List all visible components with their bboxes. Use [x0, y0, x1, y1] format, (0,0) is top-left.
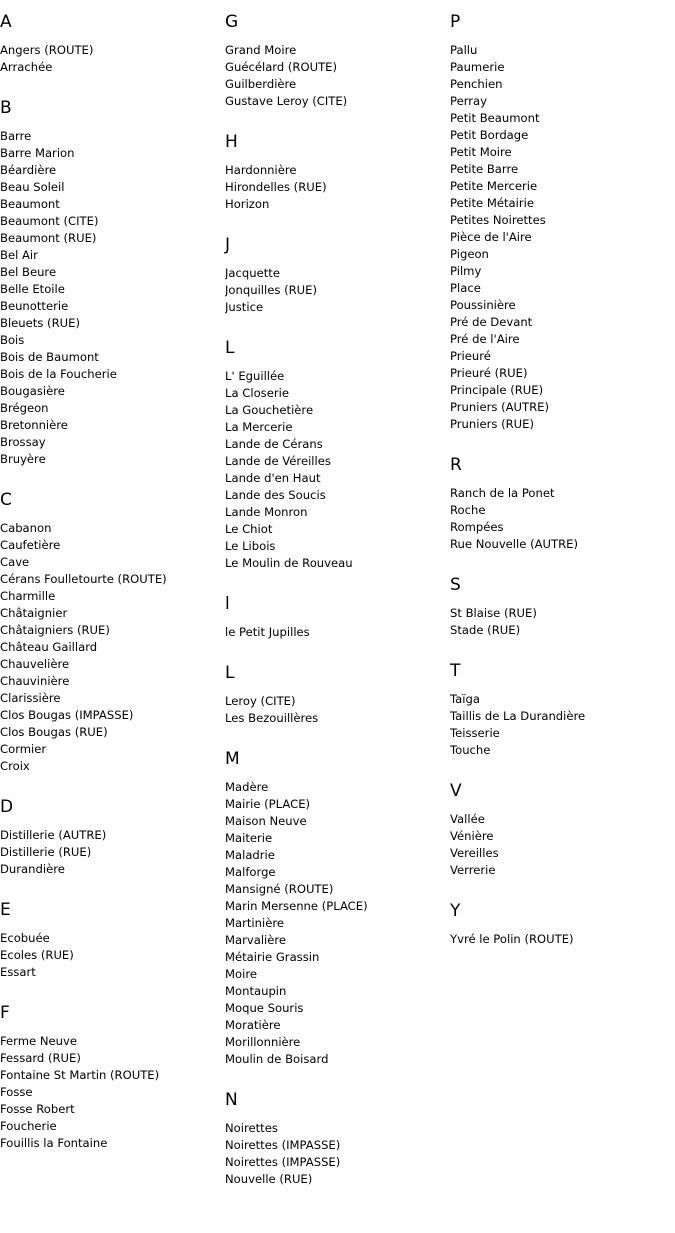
street-name: Clos Bougas (IMPASSE) — [0, 708, 134, 722]
street-name: Teisserie — [450, 726, 500, 740]
street-list — [450, 811, 675, 879]
street-name: Madère — [225, 780, 269, 794]
street-name: Lande de Véreilles — [225, 454, 331, 468]
street-name: Hirondelles (RUE) — [225, 180, 327, 194]
street-list — [225, 624, 450, 641]
street-name: Petite Mercerie — [450, 179, 538, 193]
street-name: Vallée — [450, 812, 485, 826]
street-name: Rompées — [450, 520, 504, 534]
column-2 — [225, 0, 450, 1210]
street-name: Brégeon — [0, 401, 49, 415]
street-name: Noirettes (IMPASSE) — [225, 1138, 341, 1152]
street-name: Roche — [450, 503, 486, 517]
street-name: Yvré le Polin (ROUTE) — [450, 932, 574, 946]
section-letter-heading: N — [225, 1090, 238, 1110]
street-name: Penchien — [450, 77, 503, 91]
letter-section — [225, 338, 450, 572]
section-letter-heading: M — [225, 749, 240, 769]
street-name: Guécélard (ROUTE) — [225, 60, 338, 74]
street-name: Bois de la Foucherie — [0, 367, 117, 381]
street-name: Touche — [450, 743, 491, 757]
street-name: Pruniers (AUTRE) — [450, 400, 550, 414]
street-name: Ecobuée — [0, 931, 50, 945]
street-name: Fontaine St Martin (ROUTE) — [0, 1068, 160, 1082]
street-name: Pièce de l'Aire — [450, 230, 532, 244]
street-list — [225, 162, 450, 213]
street-name: Vénière — [450, 829, 494, 843]
street-name: Bretonnière — [0, 418, 68, 432]
street-name: Maladrie — [225, 848, 275, 862]
letter-section — [225, 235, 450, 316]
street-name: Jacquette — [225, 266, 280, 280]
street-list — [450, 605, 675, 639]
letter-section — [0, 490, 225, 775]
column-1 — [0, 0, 225, 1174]
section-letter-heading: l — [225, 594, 230, 614]
street-name: Clarissière — [0, 691, 61, 705]
street-list — [225, 1120, 450, 1188]
street-name: Fosse Robert — [0, 1102, 75, 1116]
street-name: Foucherie — [0, 1119, 57, 1133]
letter-section — [225, 12, 450, 110]
street-name: L' Eguillée — [225, 369, 285, 383]
street-name: Cormier — [0, 742, 47, 756]
street-name: La Mercerie — [225, 420, 293, 434]
letter-section — [0, 1003, 225, 1152]
section-letter-heading: V — [450, 781, 462, 801]
street-name: Fosse — [0, 1085, 33, 1099]
street-name: Distillerie (RUE) — [0, 845, 92, 859]
street-name: St Blaise (RUE) — [450, 606, 537, 620]
street-name: Bois de Baumont — [0, 350, 99, 364]
street-name: Nouvelle (RUE) — [225, 1172, 313, 1186]
street-name: Rue Nouvelle (AUTRE) — [450, 537, 578, 551]
section-letter-heading: S — [450, 575, 461, 595]
street-name: Bruyère — [0, 452, 46, 466]
street-name: Arrachée — [0, 60, 53, 74]
street-name: Prieuré (RUE) — [450, 366, 528, 380]
street-name: Taïga — [450, 692, 480, 706]
column-3 — [450, 0, 675, 970]
street-name: Petit Bordage — [450, 128, 529, 142]
street-name: Châtaigniers (RUE) — [0, 623, 110, 637]
street-name: Beaumont (RUE) — [0, 231, 97, 245]
section-letter-heading: R — [450, 455, 462, 475]
street-name: Mairie (PLACE) — [225, 797, 311, 811]
street-name: Châtaignier — [0, 606, 68, 620]
letter-section — [225, 1090, 450, 1188]
street-name: Guilberdière — [225, 77, 297, 91]
street-name: Le Moulin de Rouveau — [225, 556, 353, 570]
street-name: Barre Marion — [0, 146, 75, 160]
letter-section — [450, 12, 675, 433]
street-name: Moulin de Boisard — [225, 1052, 329, 1066]
letter-section — [0, 900, 225, 981]
letter-section — [450, 901, 675, 948]
street-name: Vereilles — [450, 846, 499, 860]
street-name: Moire — [225, 967, 257, 981]
section-letter-heading: D — [0, 797, 14, 817]
street-name: Bel Beure — [0, 265, 57, 279]
street-name: Lande de Cérans — [225, 437, 323, 451]
street-name: Beaumont — [0, 197, 60, 211]
street-name: Clos Bougas (RUE) — [0, 725, 108, 739]
street-name: Angers (ROUTE) — [0, 43, 94, 57]
street-name: Pré de Devant — [450, 315, 533, 329]
street-name: Perray — [450, 94, 488, 108]
letter-section — [450, 661, 675, 759]
street-name: Prieuré — [450, 349, 491, 363]
letter-section — [0, 797, 225, 878]
street-name: Beaumont (CITE) — [0, 214, 99, 228]
letter-section — [225, 663, 450, 727]
street-name: Montaupin — [225, 984, 287, 998]
street-name: Château Gaillard — [0, 640, 98, 654]
street-name: Jonquilles (RUE) — [225, 283, 318, 297]
street-name: Leroy (CITE) — [225, 694, 296, 708]
street-name: Martinière — [225, 916, 284, 930]
street-name: Noirettes (IMPASSE) — [225, 1155, 341, 1169]
street-name: Ecoles (RUE) — [0, 948, 74, 962]
section-letter-heading: J — [225, 235, 231, 255]
street-name: Bois — [0, 333, 25, 347]
street-name: Grand Moire — [225, 43, 297, 57]
letter-section — [0, 98, 225, 468]
street-name: Beau Soleil — [0, 180, 65, 194]
section-letter-heading: B — [0, 98, 12, 118]
street-name: Marvalière — [225, 933, 287, 947]
street-name: Béardière — [0, 163, 57, 177]
street-name: Belle Etoile — [0, 282, 65, 296]
street-name: Petit Moire — [450, 145, 512, 159]
street-name: Chauvinière — [0, 674, 70, 688]
street-name: La Closerie — [225, 386, 289, 400]
street-name: Ranch de la Ponet — [450, 486, 555, 500]
street-list — [225, 265, 450, 316]
street-list — [225, 42, 450, 110]
street-name: Moratière — [225, 1018, 281, 1032]
street-name: La Gouchetière — [225, 403, 314, 417]
street-name: Principale (RUE) — [450, 383, 544, 397]
street-name: Poussinière — [450, 298, 516, 312]
street-list — [0, 827, 225, 878]
section-letter-heading: T — [450, 661, 461, 681]
street-name: Distillerie (AUTRE) — [0, 828, 107, 842]
street-list — [0, 42, 225, 76]
street-list — [450, 931, 675, 948]
street-name: Petite Métairie — [450, 196, 534, 210]
street-name: Morillonnière — [225, 1035, 301, 1049]
street-name: Gustave Leroy (CITE) — [225, 94, 348, 108]
street-name: Hardonnière — [225, 163, 297, 177]
section-letter-heading: A — [0, 12, 12, 32]
street-name: Ferme Neuve — [0, 1034, 77, 1048]
street-name: Paumerie — [450, 60, 505, 74]
letter-section — [450, 781, 675, 879]
street-name: Maiterie — [225, 831, 273, 845]
street-list — [0, 128, 225, 468]
street-name: Moque Souris — [225, 1001, 304, 1015]
street-name: Marin Mersenne (PLACE) — [225, 899, 368, 913]
section-letter-heading: C — [0, 490, 12, 510]
street-list — [225, 368, 450, 572]
street-name: Les Bezouillères — [225, 711, 319, 725]
street-name: Petites Noirettes — [450, 213, 546, 227]
street-name: Petit Beaumont — [450, 111, 540, 125]
letter-section — [225, 594, 450, 641]
street-name: Verrerie — [450, 863, 496, 877]
section-letter-heading: L — [225, 338, 235, 358]
section-letter-heading: P — [450, 12, 461, 32]
street-list — [0, 1033, 225, 1152]
street-name: Pré de l'Aire — [450, 332, 520, 346]
section-letter-heading: E — [0, 900, 11, 920]
section-letter-heading: F — [0, 1003, 10, 1023]
letter-section — [225, 132, 450, 213]
street-name: Lande d'en Haut — [225, 471, 321, 485]
street-name: Charmille — [0, 589, 56, 603]
street-name: Bleuets (RUE) — [0, 316, 80, 330]
street-name: Taillis de La Durandière — [450, 709, 586, 723]
section-letter-heading: L — [225, 663, 235, 683]
street-name: Pruniers (RUE) — [450, 417, 535, 431]
street-name: Bougasière — [0, 384, 65, 398]
street-name: Le Libois — [225, 539, 276, 553]
street-list — [0, 520, 225, 775]
street-list — [0, 930, 225, 981]
street-list — [450, 485, 675, 553]
street-name: Horizon — [225, 197, 270, 211]
street-name: Brossay — [0, 435, 46, 449]
street-name: Malforge — [225, 865, 276, 879]
street-name: Pigeon — [450, 247, 489, 261]
section-letter-heading: G — [225, 12, 239, 32]
street-name: Place — [450, 281, 481, 295]
street-name: Beunotterie — [0, 299, 69, 313]
street-list — [225, 693, 450, 727]
street-name: Caufetière — [0, 538, 61, 552]
street-name: Stade (RUE) — [450, 623, 521, 637]
street-name: Cave — [0, 555, 30, 569]
street-name: Le Chiot — [225, 522, 273, 536]
letter-section — [225, 749, 450, 1068]
street-list — [225, 779, 450, 1068]
letter-section — [450, 455, 675, 553]
street-name: Métairie Grassin — [225, 950, 320, 964]
street-name: Fessard (RUE) — [0, 1051, 81, 1065]
street-name: Barre — [0, 129, 32, 143]
street-name: Cabanon — [0, 521, 52, 535]
street-name: le Petit Jupilles — [225, 625, 310, 639]
section-letter-heading: H — [225, 132, 238, 152]
street-name: Pilmy — [450, 264, 482, 278]
street-name: Durandière — [0, 862, 65, 876]
street-list — [450, 42, 675, 433]
street-name: Lande des Soucis — [225, 488, 326, 502]
street-name: Fouillis la Fontaine — [0, 1136, 108, 1150]
section-letter-heading: Y — [450, 901, 461, 921]
street-name: Essart — [0, 965, 36, 979]
street-name: Maison Neuve — [225, 814, 307, 828]
letter-section — [0, 12, 225, 76]
street-name: Lande Monron — [225, 505, 308, 519]
street-list — [450, 691, 675, 759]
street-name: Chauvelière — [0, 657, 70, 671]
street-name: Pallu — [450, 43, 478, 57]
street-name: Noirettes — [225, 1121, 278, 1135]
street-name: Bel Air — [0, 248, 38, 262]
letter-section — [450, 575, 675, 639]
street-name: Justice — [225, 300, 264, 314]
street-name: Croix — [0, 759, 30, 773]
street-name: Petite Barre — [450, 162, 519, 176]
street-name: Mansigné (ROUTE) — [225, 882, 334, 896]
street-name: Cérans Foulletourte (ROUTE) — [0, 572, 167, 586]
